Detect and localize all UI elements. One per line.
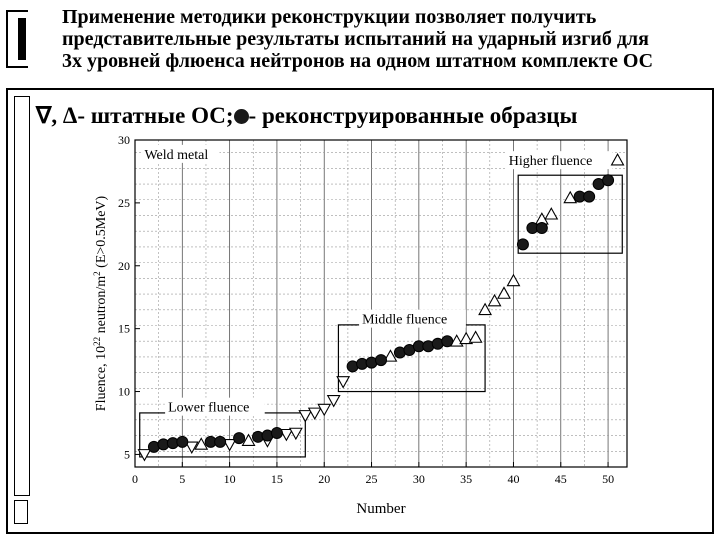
data-point-circle — [442, 336, 453, 347]
y-tick-label: 25 — [118, 195, 130, 210]
x-tick-label: 30 — [412, 472, 425, 486]
data-point-circle — [271, 428, 282, 439]
data-point-circle — [517, 239, 528, 250]
triangle-down-symbol: ∇ — [36, 103, 52, 128]
y-tick-label: 20 — [118, 258, 130, 273]
y-tick-label: 5 — [124, 447, 130, 462]
weld-metal-label: Weld metal — [144, 147, 209, 163]
y-tick-label: 15 — [118, 321, 130, 336]
x-tick-label: 0 — [132, 472, 138, 486]
data-point-circle — [234, 433, 245, 444]
legend-standard-text: - штатные ОС; — [77, 103, 234, 128]
x-tick-label: 40 — [507, 472, 520, 486]
x-tick-label: 15 — [270, 472, 283, 486]
y-tick-label: 30 — [118, 133, 130, 147]
higher-fluence-label: Higher fluence — [508, 154, 593, 170]
slide-title-line-3: 3х уровней флюенса нейтронов на одном штатном комплекте ОС — [62, 50, 654, 72]
data-point-circle — [376, 355, 387, 366]
x-tick-label: 20 — [318, 472, 331, 486]
x-tick-label: 50 — [602, 472, 615, 486]
y-tick-label: 10 — [118, 384, 130, 399]
data-point-circle — [215, 436, 226, 447]
slide-title-line-1: Применение методики реконструкции позволяет получить — [62, 6, 597, 28]
x-tick-label: 5 — [179, 472, 186, 486]
slide-title-line-2: представительные результаты испытаний на ударный изгиб для — [62, 28, 649, 50]
data-point-circle — [177, 436, 188, 447]
data-point-circle — [536, 223, 547, 234]
x-tick-label: 10 — [223, 472, 236, 486]
data-point-circle — [603, 175, 614, 186]
legend-comma: , — [51, 103, 63, 128]
data-point-circle — [584, 191, 595, 202]
lower-fluence-label: Lower fluence — [168, 400, 250, 416]
y-axis-label: Fluence, $10^{22}$ neutron/$m^2$ (E>0.5MeV) — [92, 195, 109, 412]
x-tick-label: 25 — [365, 472, 378, 486]
x-tick-label: 45 — [554, 472, 567, 486]
middle-fluence-label: Middle fluence — [362, 312, 448, 328]
legend-reconstructed-text: - реконструированные образцы — [248, 103, 578, 128]
plot-area — [135, 140, 627, 467]
triangle-up-symbol: Δ — [62, 103, 78, 128]
x-tick-label: 35 — [460, 472, 473, 486]
x-axis-label: Number — [356, 501, 406, 517]
